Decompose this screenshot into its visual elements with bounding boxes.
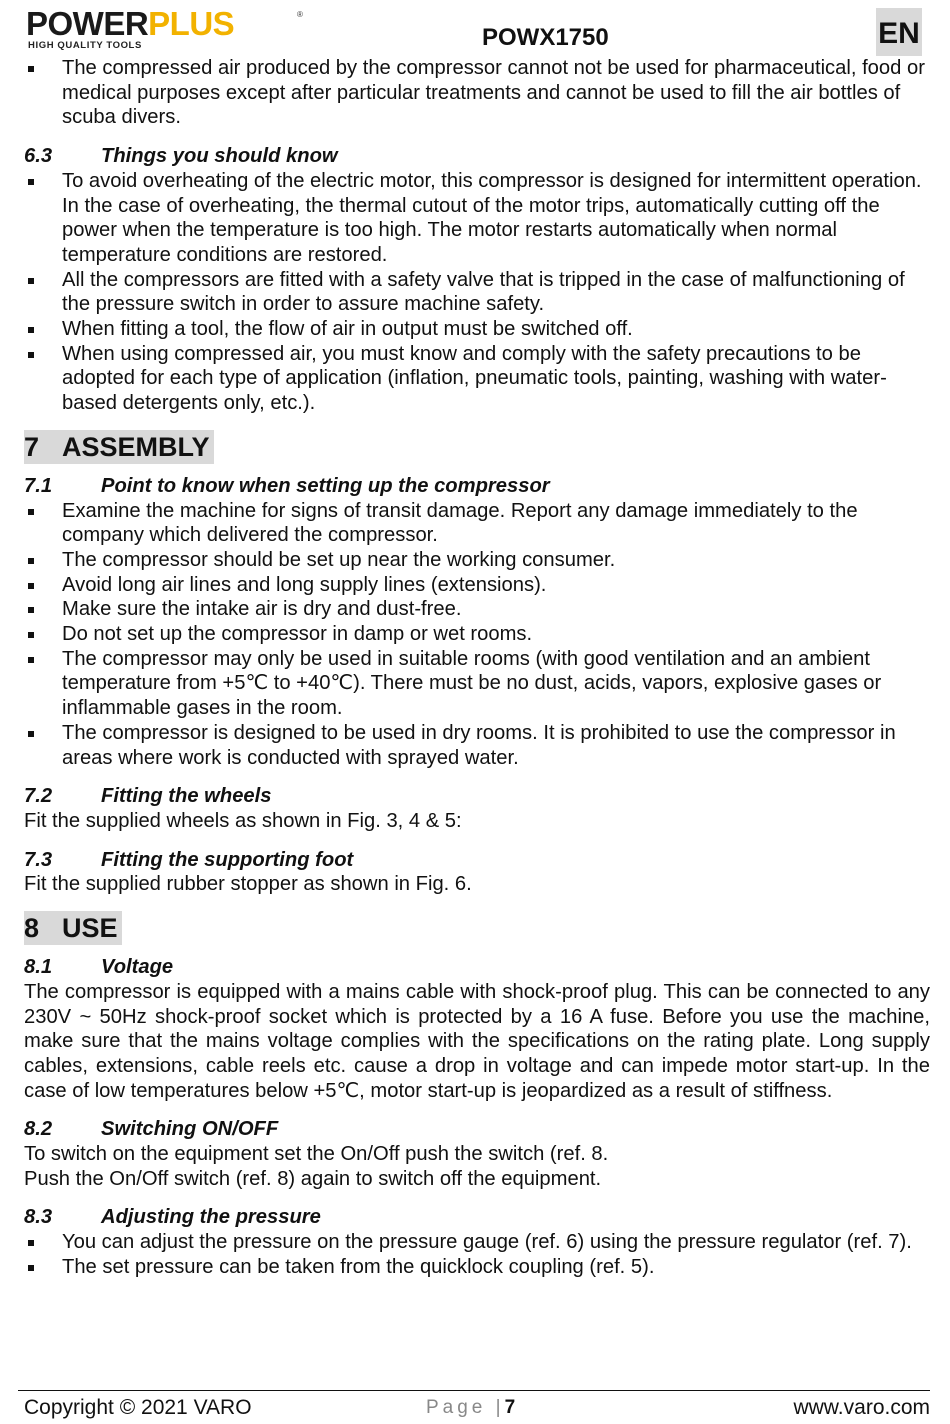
list-item: Do not set up the compressor in damp or wet rooms. xyxy=(24,622,930,647)
subsection-heading-8-3 xyxy=(24,1205,930,1230)
list-item: All the compressors are fitted with a safety valve that is tripped in the case of malfunctioning of the pressure switch in order to assure machine safety. xyxy=(24,268,930,317)
powerplus-logo xyxy=(26,5,303,51)
footer-copyright: Copyright © 2021 VARO xyxy=(24,1396,252,1419)
list-item: The compressor may only be used in suitable rooms (with good ventilation and an ambient temperature from +5℃ to +40℃). There must be no dust, acids, vapors, explosive gases or inflammable gases in the room. xyxy=(24,647,930,721)
list-item: You can adjust the pressure on the pressure gauge (ref. 6) using the pressure regulator (ref. 7). xyxy=(24,1230,930,1255)
list-item: Avoid long air lines and long supply lines (extensions). xyxy=(24,573,930,598)
section-heading-8 xyxy=(24,911,122,945)
subsection-title: Fitting the supporting foot xyxy=(101,848,354,871)
footer-website: www.varo.com xyxy=(793,1396,930,1419)
list-item: Examine the machine for signs of transit damage. Report any damage immediately to the company which delivered the compressor. xyxy=(24,499,930,548)
subsection-heading-8-2 xyxy=(24,1117,930,1142)
subsection-title: Fitting the wheels xyxy=(101,785,272,808)
list-item: The compressor is designed to be used in dry rooms. It is prohibited to use the compressor in areas where work is conducted with sprayed water. xyxy=(24,721,930,770)
paragraph: The compressor is equipped with a mains cable with shock-proof plug. This can be connected to any 230V ~ 50Hz shock-proof socket which is protected by a 16 A fuse. Before you use the machine, make sure that the mains voltage complies with the specifications on the rating plate. Long supply cables, extensions, cable reels etc. cause a drop in voltage and can impede motor start-up. In the case of low temperatures below +5℃, motor start-up is jeopardized as a result of stiffness. xyxy=(24,980,930,1102)
subsection-heading-7-3 xyxy=(24,848,930,873)
list-item: The set pressure can be taken from the quicklock coupling (ref. 5). xyxy=(24,1255,930,1280)
list-item: To avoid overheating of the electric motor, this compressor is designed for intermittent operation. In the case of overheating, the thermal cutout of the motor trips, automatically cutting off the power when the temperature is too high. The motor restarts automatically when normal temperature conditions are restored. xyxy=(24,169,930,268)
subsection-number: 7.3 xyxy=(24,848,53,871)
subsection-number: 8.3 xyxy=(24,1206,53,1229)
list-item: When using compressed air, you must know and comply with the safety precautions to be adopted for each type of application (inflation, pneumatic tools, painting, washing with water-based detergents only, etc.). xyxy=(24,342,930,416)
subsection-heading-8-1 xyxy=(24,955,930,980)
subsection-heading-7-1 xyxy=(24,474,930,499)
footer-page-indicator xyxy=(426,1394,515,1422)
subsection-title: Adjusting the pressure xyxy=(101,1206,321,1229)
page-label: Page | xyxy=(426,1397,505,1418)
paragraph: To switch on the equipment set the On/Off push the switch (ref. 8. xyxy=(24,1143,609,1166)
list-item: The compressor should be set up near the working consumer. xyxy=(24,548,930,573)
intro-bullet-list xyxy=(24,56,930,130)
model-number: POWX1750 xyxy=(482,24,609,51)
subsection-number: 7.2 xyxy=(24,785,53,808)
paragraph: Push the On/Off switch (ref. 8) again to switch off the equipment. xyxy=(24,1167,602,1190)
subsection-heading-7-2 xyxy=(24,784,930,809)
footer-divider xyxy=(18,1390,930,1391)
subsection-heading-6-3 xyxy=(24,144,930,169)
subsection-title: Things you should know xyxy=(101,145,338,168)
subsection-title: Switching ON/OFF xyxy=(101,1118,279,1141)
bullet-list-7-1 xyxy=(24,499,930,771)
section-heading-7 xyxy=(24,430,214,464)
list-item: When fitting a tool, the flow of air in output must be switched off. xyxy=(24,317,930,342)
section-title: USE xyxy=(62,913,118,944)
subsection-number: 8.2 xyxy=(24,1118,53,1141)
subsection-number: 8.1 xyxy=(24,956,53,979)
document-body xyxy=(24,56,930,1280)
logo-word-plus: PLUS xyxy=(148,5,235,42)
section-title: ASSEMBLY xyxy=(62,431,210,462)
page-number: 7 xyxy=(504,1397,516,1418)
logo-registered-mark: ® xyxy=(297,10,303,19)
paragraph: Fit the supplied wheels as shown in Fig. 3, 4 & 5: xyxy=(24,809,462,832)
section-number: 8 xyxy=(24,913,40,944)
logo-tagline: HIGH QUALITY TOOLS xyxy=(28,40,142,51)
section-number: 7 xyxy=(24,431,40,462)
logo-word-power: POWER xyxy=(26,5,149,42)
bullet-list-6-3 xyxy=(24,169,930,416)
subsection-title: Voltage xyxy=(101,956,174,979)
bullet-list-8-3 xyxy=(24,1230,930,1279)
list-item: The compressed air produced by the compressor cannot not be used for pharmaceutical, food or medical purposes except after particular treatments and cannot be used to fill the air bottles of scuba divers. xyxy=(24,56,930,130)
list-item: Make sure the intake air is dry and dust-free. xyxy=(24,597,930,622)
paragraph: Fit the supplied rubber stopper as shown in Fig. 6. xyxy=(24,873,472,896)
language-badge: EN xyxy=(876,8,922,56)
page-header xyxy=(0,0,950,60)
subsection-number: 7.1 xyxy=(24,474,53,497)
subsection-number: 6.3 xyxy=(24,145,53,168)
subsection-title: Point to know when setting up the compressor xyxy=(101,474,550,497)
